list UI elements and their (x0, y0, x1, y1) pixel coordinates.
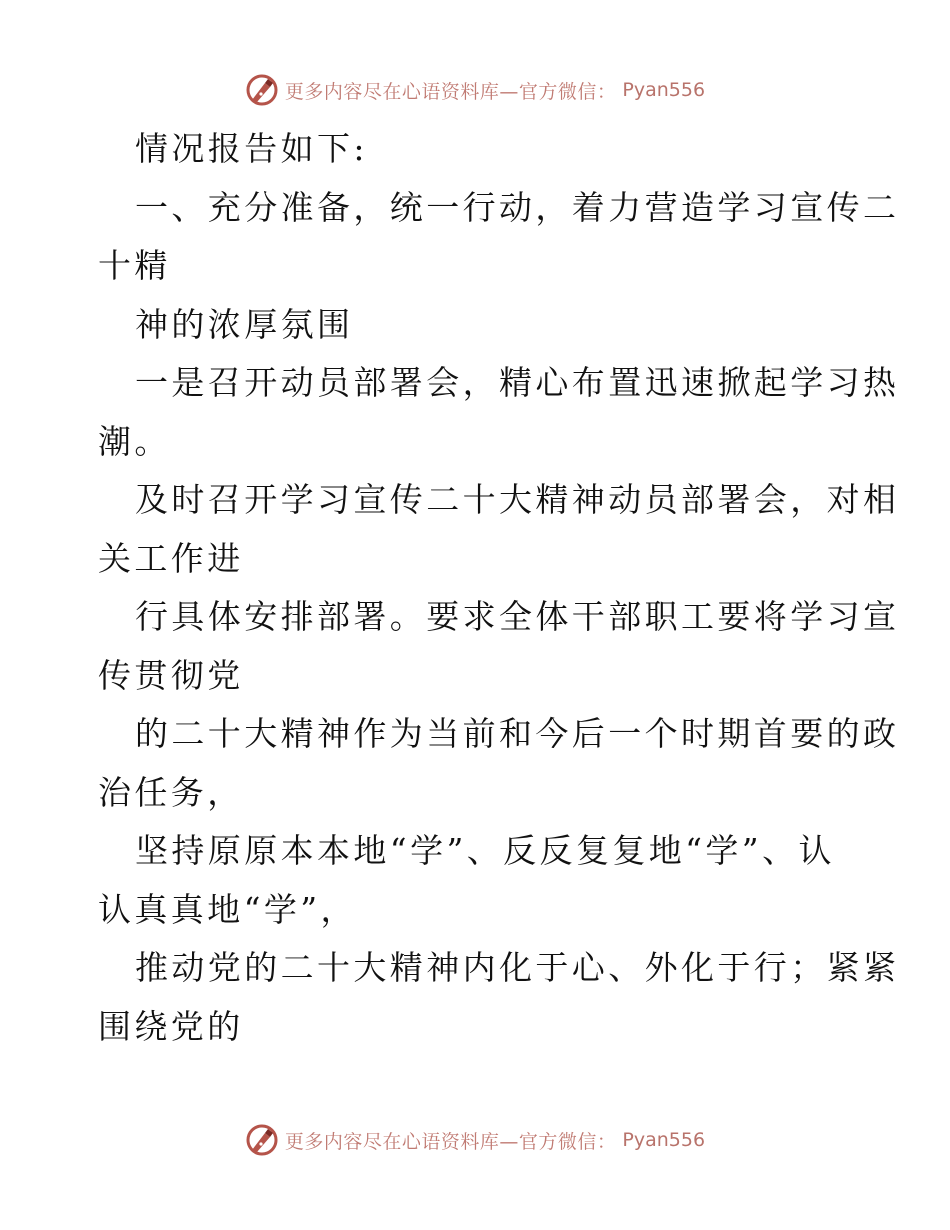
paragraph-line: 坚持原原本本地“学”、反反复复地“学”、认 (135, 831, 835, 870)
paragraph-line: 关工作进 (98, 538, 244, 578)
header-watermark (0, 70, 950, 110)
paragraph-line: 及时召开学习宣传二十大精神动员部署会，对相 (135, 480, 900, 519)
paragraph-line: 潮。 (98, 421, 171, 461)
paragraph-line: 传贯彻党 (98, 655, 244, 695)
pen-nib-circle-icon (245, 73, 279, 107)
paragraph-line: 认真真地“学”， (98, 889, 357, 929)
paragraph-line: 神的浓厚氛围 (135, 304, 354, 344)
paragraph-line: 行具体安排部署。要求全体干部职工要将学习宣 (135, 597, 900, 636)
watermark-text: 更多内容尽在心语资料库—官方微信： (284, 80, 617, 103)
footer-watermark (0, 1120, 950, 1160)
paragraph-line: 推动党的二十大精神内化于心、外化于行；紧紧 (135, 948, 900, 987)
paragraph-line: 一、充分准备，统一行动，着力营造学习宣传二 (135, 187, 900, 227)
paragraph-line: 一是召开动员部署会，精心布置迅速掀起学习热 (135, 363, 900, 402)
watermark-handle: Pyan556 (622, 1129, 706, 1151)
paragraph-line: 十精 (98, 246, 171, 285)
pen-nib-circle-icon (245, 1123, 279, 1157)
paragraph-line: 治任务， (98, 772, 244, 812)
watermark-text: 更多内容尽在心语资料库—官方微信： (284, 1130, 617, 1153)
watermark-handle: Pyan556 (622, 79, 706, 101)
paragraph-line: 围绕党的 (98, 1006, 244, 1046)
document-body (98, 120, 900, 1056)
paragraph-line: 情况报告如下: (135, 129, 368, 168)
paragraph-line: 的二十大精神作为当前和今后一个时期首要的政 (135, 714, 900, 753)
